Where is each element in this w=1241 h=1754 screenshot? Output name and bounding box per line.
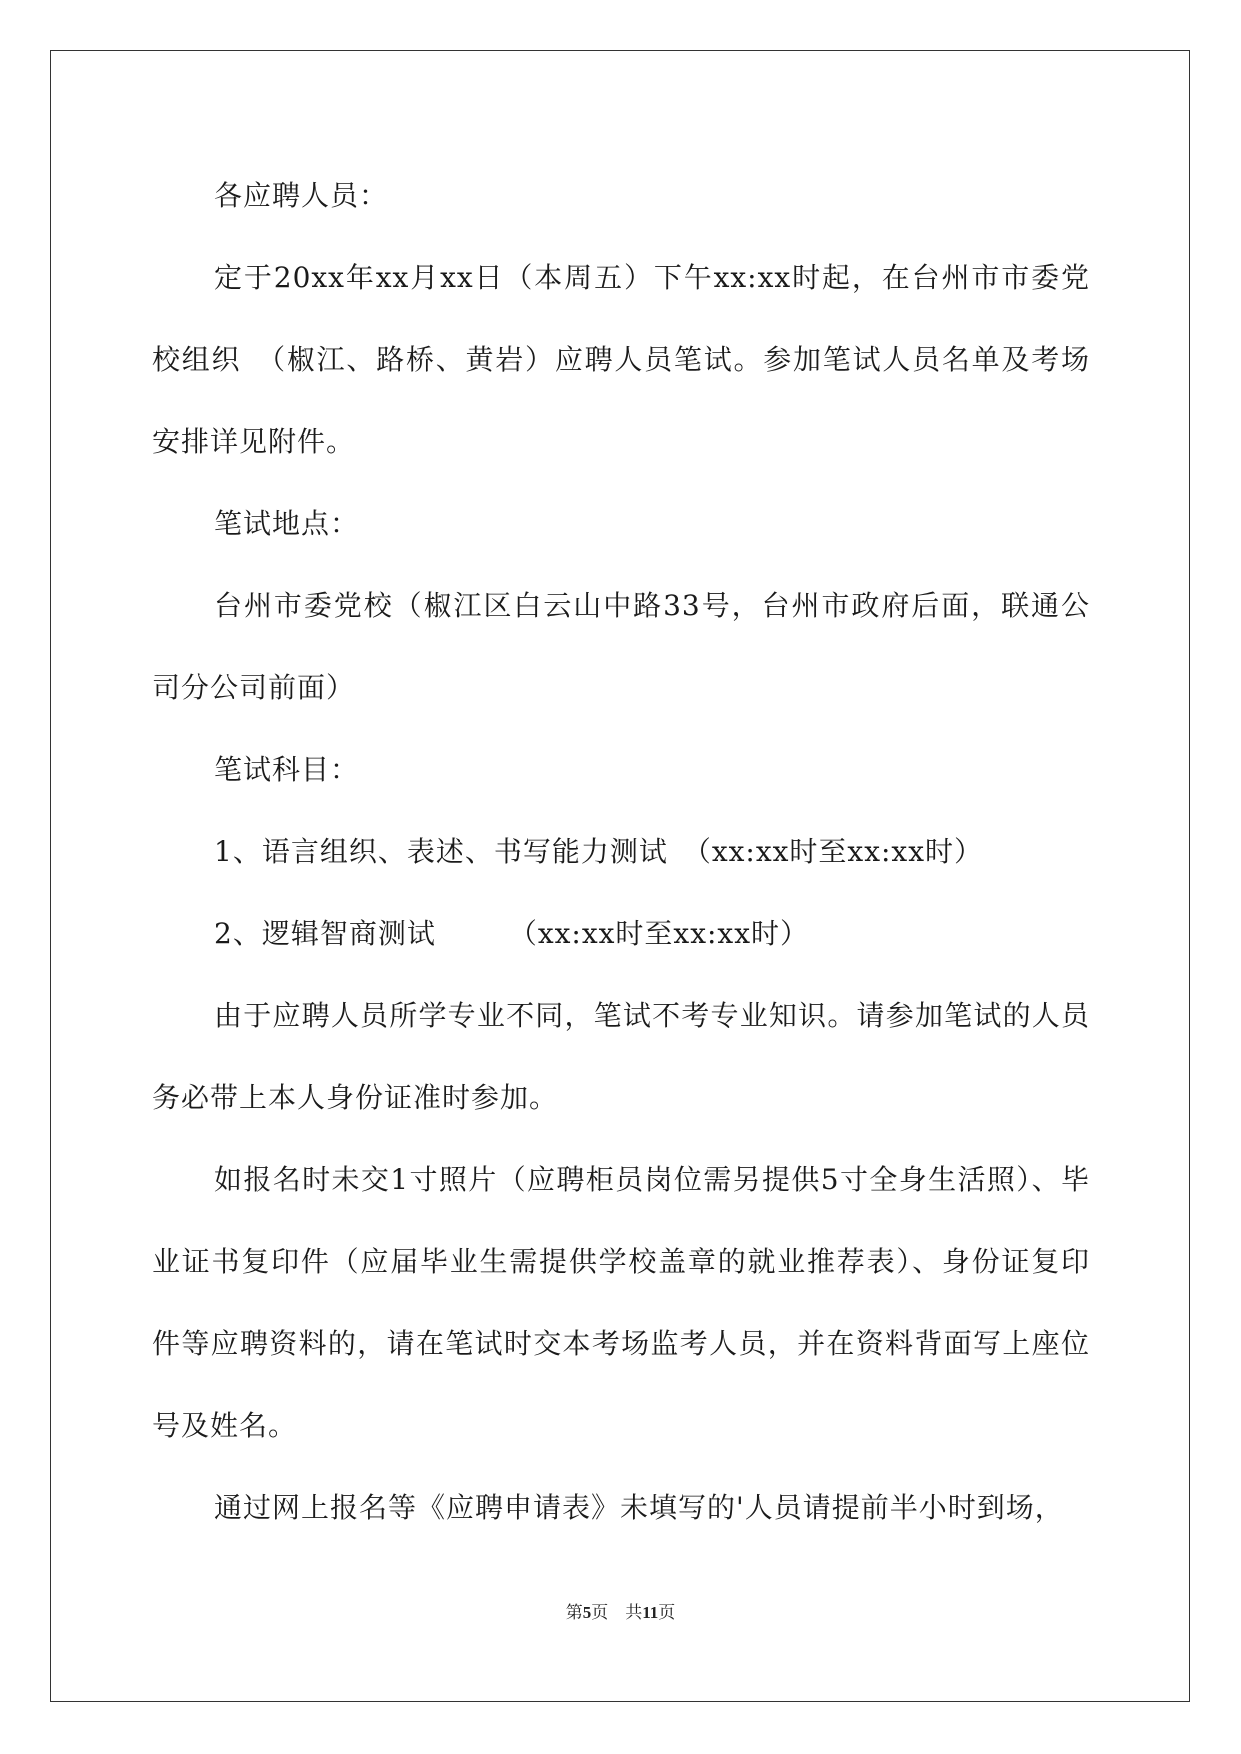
- paragraph-greeting: 各应聘人员：: [214, 179, 389, 212]
- footer-middle: 页 共: [591, 1603, 643, 1623]
- page-footer: [0, 1598, 1241, 1623]
- footer-suffix: 页: [658, 1603, 676, 1623]
- paragraph-subject-1: 1、语言组织、表述、书写能力测试 （xx:xx时至xx:xx时）: [214, 835, 984, 868]
- paragraph-location-heading: 笔试地点：: [214, 507, 360, 540]
- paragraph-location: 台州市委党校（椒江区白云山中路33号，台州市政府后面，联通公司分公司前面）: [152, 589, 1090, 704]
- paragraph-notice-materials: 如报名时未交1寸照片（应聘柜员岗位需另提供5寸全身生活照）、毕业证书复印件（应届毕业生需提供学校盖章的就业推荐表）、身份证复印件等应聘资料的，请在笔试时交本考场监考人员，并在资料背面写上座位号及姓名。: [152, 1163, 1090, 1442]
- paragraph-subjects-heading: 笔试科目：: [214, 753, 360, 786]
- footer-prefix: 第: [565, 1603, 583, 1623]
- paragraph-exam-time: 定于20xx年xx月xx日（本周五）下午xx:xx时起，在台州市市委党校组织 （椒江、路桥、黄岩）应聘人员笔试。参加笔试人员名单及考场安排详见附件。: [152, 261, 1090, 458]
- document-body: [152, 155, 1090, 1549]
- paragraph-subject-2: 2、逻辑智商测试 （xx:xx时至xx:xx时）: [214, 917, 810, 950]
- footer-page-number: 5: [582, 1603, 592, 1622]
- paragraph-notice-id: 由于应聘人员所学专业不同，笔试不考专业知识。请参加笔试的人员务必带上本人身份证准时参加。: [152, 999, 1090, 1114]
- paragraph-notice-online: 通过网上报名等《应聘申请表》未填写的'人员请提前半小时到场，: [214, 1491, 1064, 1524]
- footer-total-pages: 11: [642, 1603, 659, 1622]
